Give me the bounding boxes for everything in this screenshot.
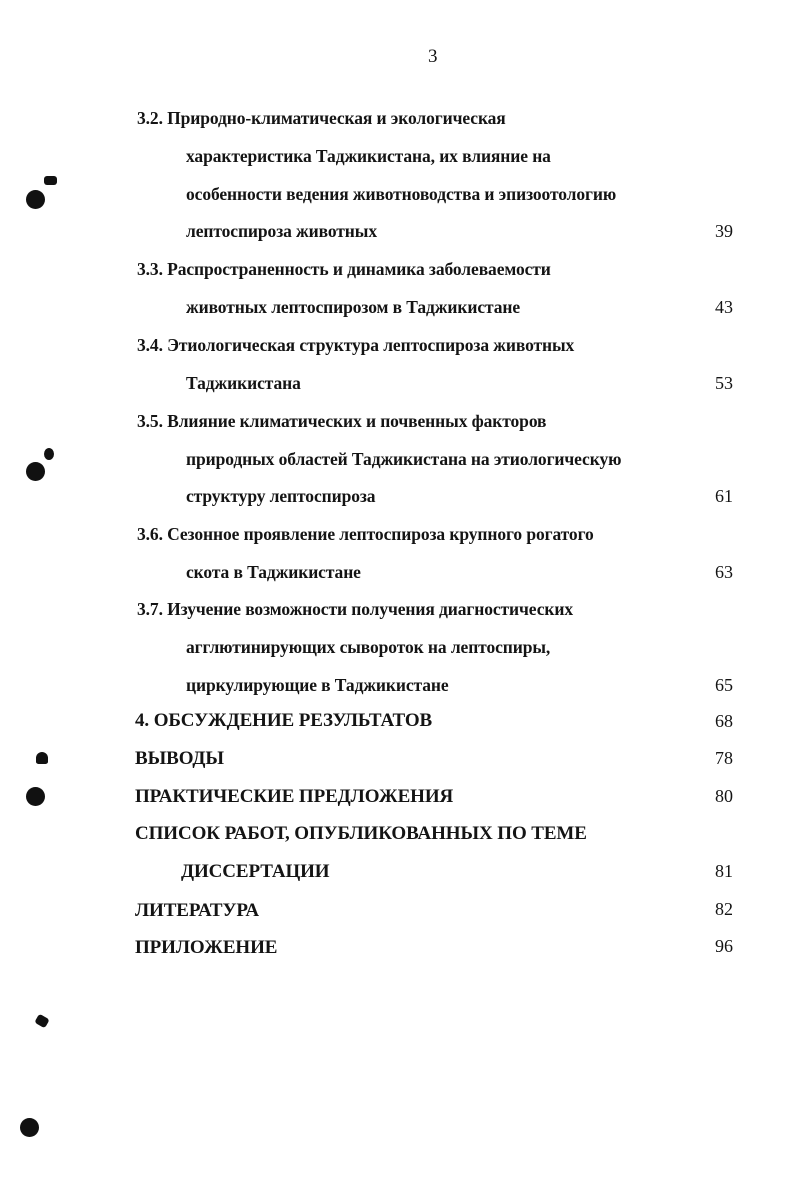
toc-page-number: 81 [715, 861, 733, 881]
toc-page-number: 65 [715, 675, 733, 695]
toc-entry-line: особенности ведения животноводства и эпизоотологию [186, 184, 617, 204]
toc-entry-line: Таджикистана [186, 373, 301, 393]
toc-entry-line: ЛИТЕРАТУРА [135, 900, 260, 921]
toc-page-number: 61 [715, 486, 733, 506]
toc-entry-line: лептоспироза животных [186, 221, 377, 241]
toc-entry-line: животных лептоспирозом в Таджикистане [186, 297, 521, 317]
toc-page-number: 82 [715, 899, 733, 919]
toc-entry-line: 3.2. Природно-климатическая и экологическая [137, 108, 506, 128]
toc-page-number: 78 [715, 748, 733, 768]
toc-entry-line: ДИССЕРТАЦИИ [181, 861, 330, 882]
toc-entry-line: природных областей Таджикистана на этиологическую [186, 449, 622, 469]
toc-entry-line: ПРИЛОЖЕНИЕ [135, 937, 278, 958]
toc-page-number: 53 [715, 373, 733, 393]
toc-entry-line: 3.5. Влияние климатических и почвенных факторов [137, 411, 547, 431]
toc-page-number: 39 [715, 221, 733, 241]
page-number: 3 [428, 46, 438, 67]
toc-entry-line: 4. ОБСУЖДЕНИЕ РЕЗУЛЬТАТОВ [135, 710, 433, 731]
toc-entry-line: 3.4. Этиологическая структура лептоспироза животных [137, 335, 575, 355]
toc-entry-line: 3.3. Распространенность и динамика заболеваемости [137, 259, 551, 279]
toc-page-number: 96 [715, 936, 733, 956]
toc-entry-line: циркулирующие в Таджикистане [186, 675, 449, 695]
toc-entry-line: структуру лептоспироза [186, 486, 376, 506]
toc-page-number: 43 [715, 297, 733, 317]
toc-entry-line: ВЫВОДЫ [135, 748, 224, 769]
toc-entry-line: 3.7. Изучение возможности получения диагностических [137, 599, 573, 619]
toc-page-number: 63 [715, 562, 733, 582]
toc-page-number: 68 [715, 711, 733, 731]
toc-entry-line: СПИСОК РАБОТ, ОПУБЛИКОВАННЫХ ПО ТЕМЕ [135, 823, 587, 844]
toc-page-number: 80 [715, 786, 733, 806]
toc-entry-line: ПРАКТИЧЕСКИЕ ПРЕДЛОЖЕНИЯ [135, 786, 454, 807]
toc-entry-line: характеристика Таджикистана, их влияние на [186, 146, 551, 166]
toc-entry-line: скота в Таджикистане [186, 562, 361, 582]
toc-entry-line: 3.6. Сезонное проявление лептоспироза крупного рогатого [137, 524, 594, 544]
toc-entry-line: агглютинирующих сывороток на лептоспиры, [186, 637, 551, 657]
